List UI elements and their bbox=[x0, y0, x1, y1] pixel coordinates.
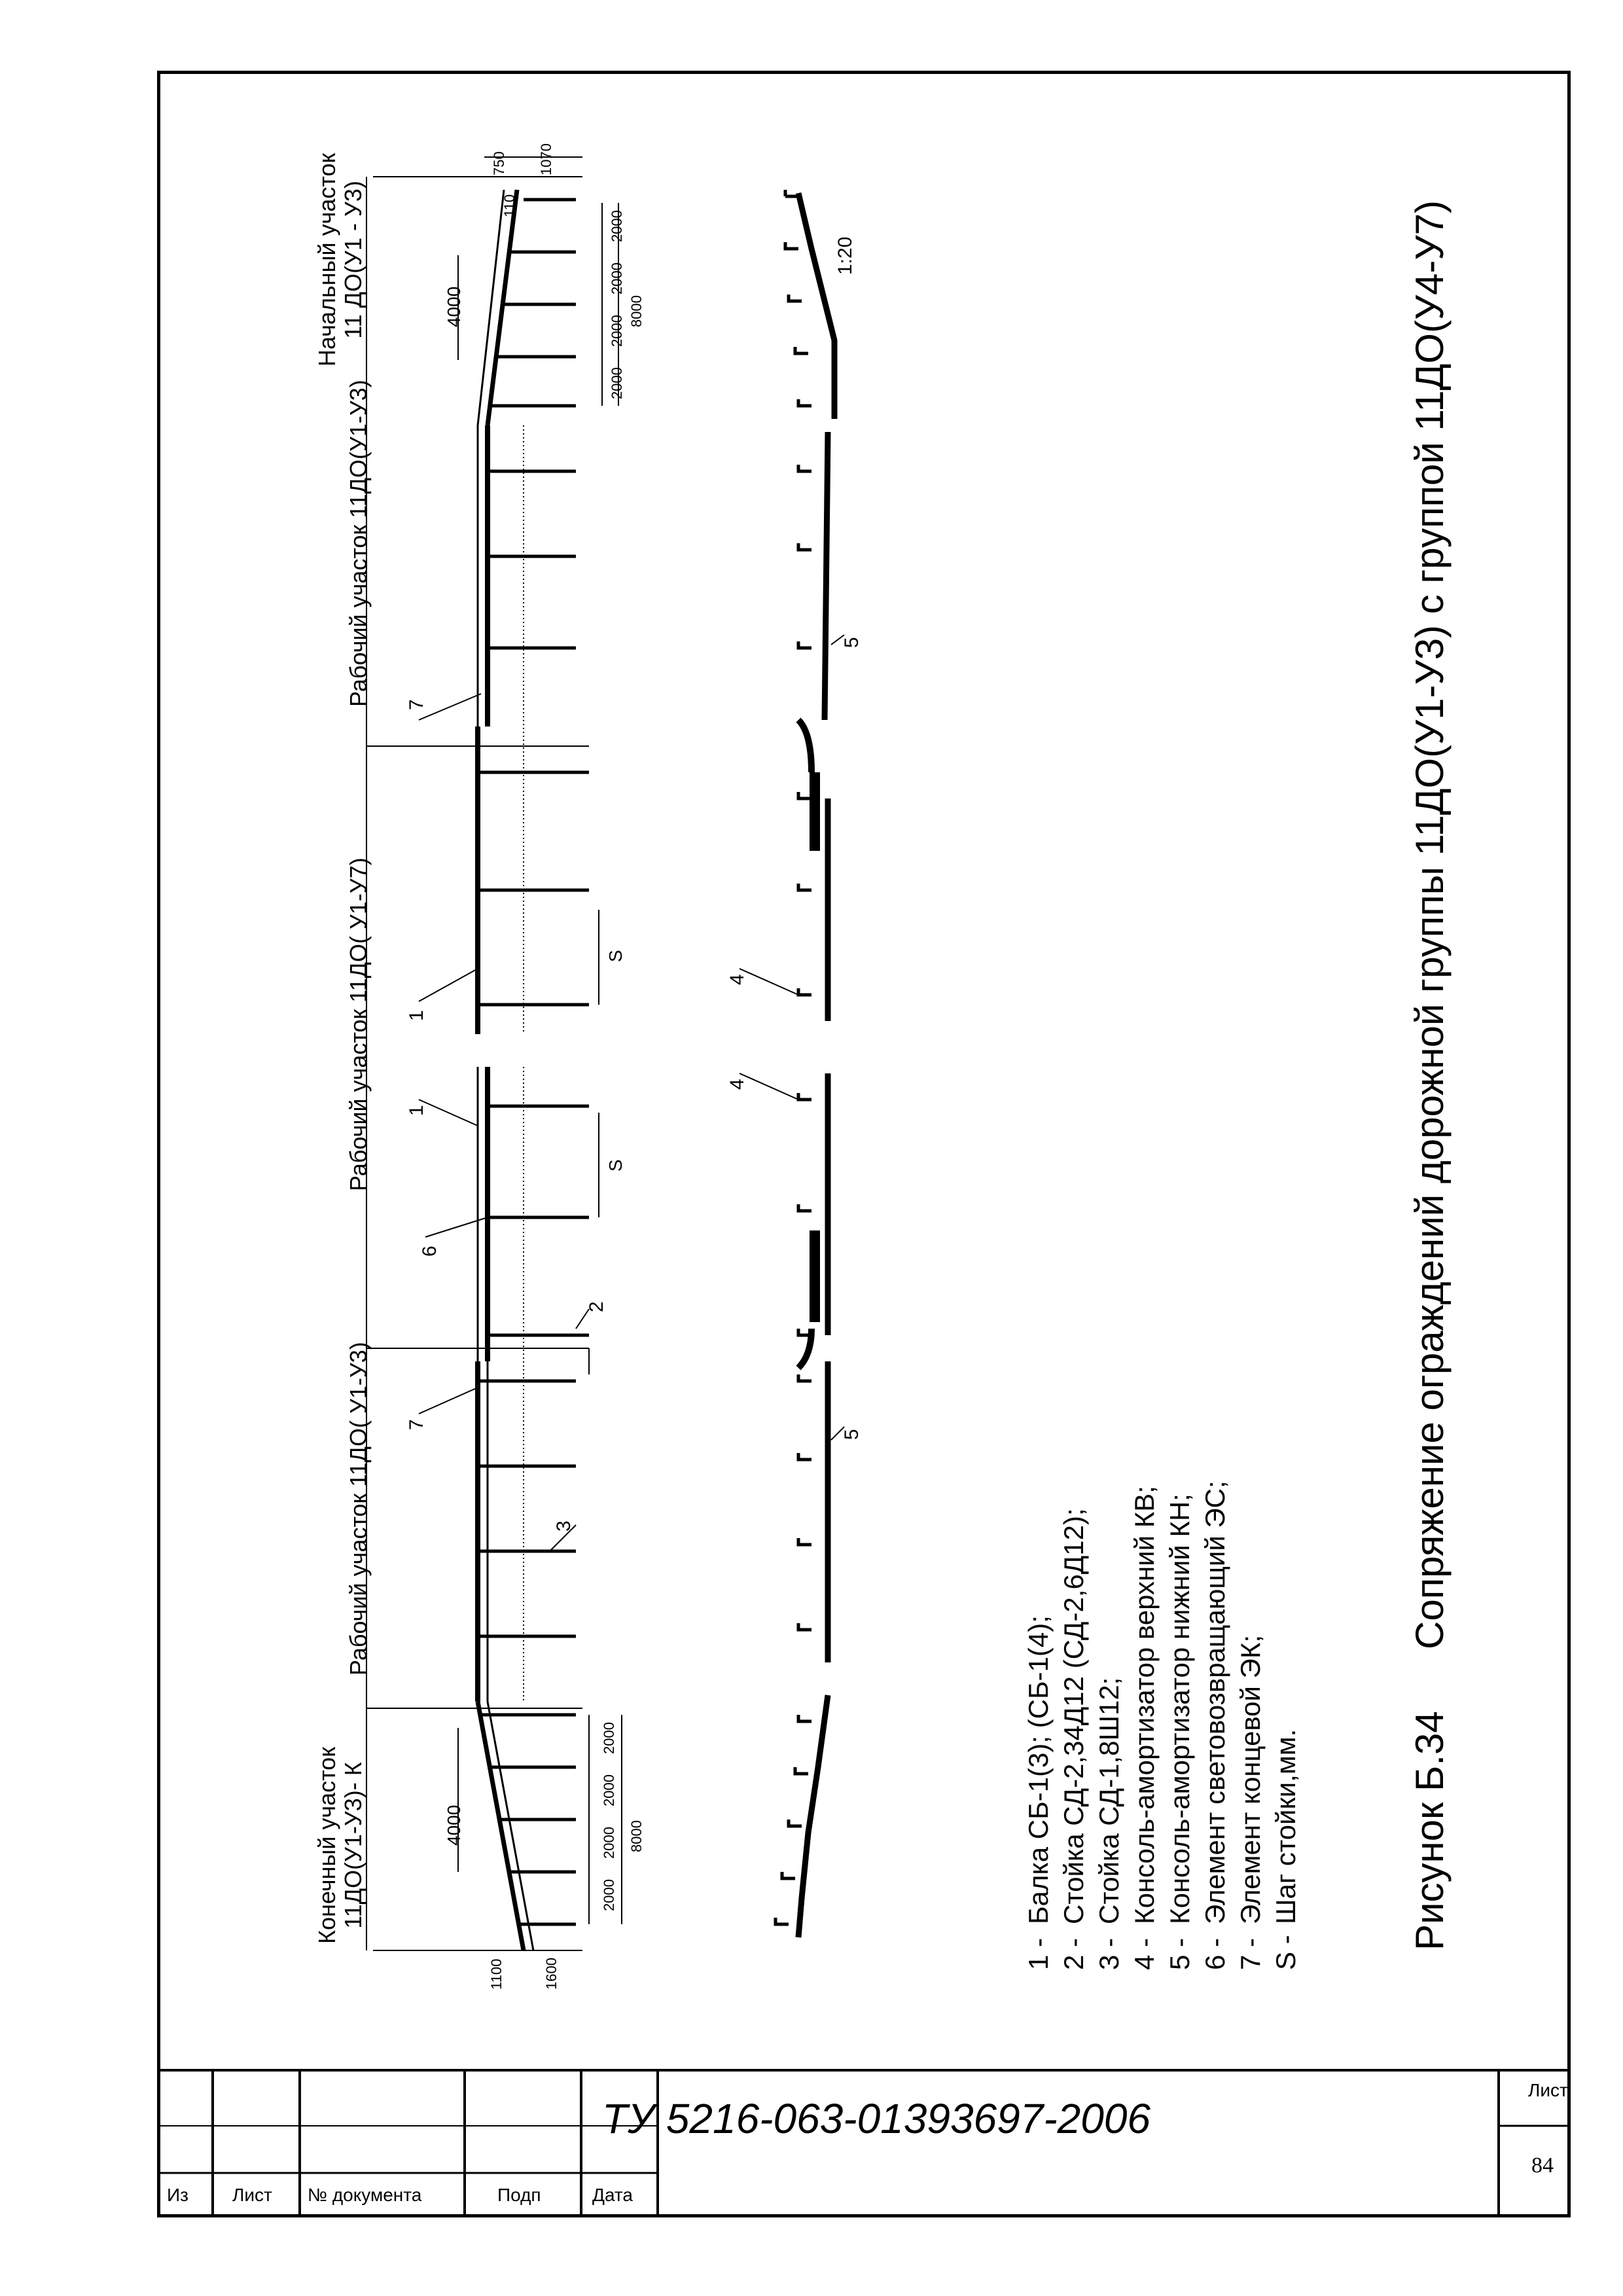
dim-1070: 1070 bbox=[538, 143, 554, 175]
callout-1a: 1 bbox=[406, 1010, 427, 1021]
sheet-number: 84 bbox=[1531, 2153, 1554, 2178]
dim-8000-bottom: 8000 bbox=[628, 1820, 645, 1852]
callout-6: 6 bbox=[419, 1246, 440, 1257]
sheet-label: Лист bbox=[1528, 2080, 1568, 2100]
tb-header-data: Дата bbox=[592, 2185, 633, 2205]
legend-item: 3 - Стойка СД-1,8Ш12; bbox=[1094, 1677, 1124, 1970]
tb-header-doc: № документа bbox=[308, 2185, 422, 2205]
legend-item: S - Шаг стойки,мм. bbox=[1270, 1729, 1301, 1970]
callout-7b: 7 bbox=[406, 1419, 427, 1430]
dim-2000-top-c: 2000 bbox=[609, 315, 625, 347]
dim-4000-top: 4000 bbox=[444, 286, 464, 327]
section-work2-label: Рабочий участок 11ДО( У1-У3) bbox=[345, 1342, 372, 1676]
tb-header-podp: Подп bbox=[497, 2185, 541, 2205]
legend-item: 2 - Стойка СД-2,34Д12 (СД-2,6Д12); bbox=[1058, 1508, 1089, 1970]
section-work-mid-label: Рабочий участок 11ДО( У1-У7) bbox=[345, 857, 372, 1191]
dim-2000-bottom-b: 2000 bbox=[601, 1774, 617, 1806]
section-work1-label: Рабочий участок 11ДО(У1-У3) bbox=[345, 380, 372, 707]
dim-1100: 1100 bbox=[488, 1958, 505, 1990]
legend-item: 7 - Элемент концевой ЭК; bbox=[1235, 1635, 1266, 1970]
section-start-label: Начальный участок 11 ДО(У1 - У3) bbox=[313, 152, 366, 367]
legend-item: 5 - Консоль-амортизатор нижний КН; bbox=[1164, 1494, 1195, 1970]
figure-number: Рисунок Б.34 bbox=[1408, 1711, 1452, 1950]
step-s-2: S bbox=[605, 1159, 626, 1172]
legend-item: 6 - Элемент световозвращающий ЭС; bbox=[1200, 1480, 1230, 1970]
dim-110: 110 bbox=[501, 194, 518, 217]
dim-8000-top: 8000 bbox=[628, 295, 645, 327]
dim-2000-bottom-a: 2000 bbox=[601, 1722, 617, 1754]
callout-3: 3 bbox=[553, 1520, 575, 1532]
callout-2: 2 bbox=[586, 1301, 607, 1312]
dim-1600: 1600 bbox=[543, 1958, 560, 1990]
section-end-label: Конечный участок 11ДО(У1-У3)- К bbox=[313, 1747, 366, 1944]
callout-7a: 7 bbox=[406, 699, 427, 710]
document-code: ТУ 5216-063-01393697-2006 bbox=[602, 2095, 1150, 2142]
callout-5a: 5 bbox=[841, 637, 863, 648]
dim-4000-bottom: 4000 bbox=[444, 1804, 464, 1846]
dim-2000-top-d: 2000 bbox=[609, 367, 625, 399]
figure-title: Сопряжение ограждений дорожной группы 11ДО(У1-У3) с группой 11ДО(У4-У7) bbox=[1408, 200, 1452, 1649]
tb-header-list: Лист bbox=[232, 2185, 272, 2205]
callout-1b: 1 bbox=[406, 1105, 427, 1116]
dim-2000-bottom-c: 2000 bbox=[601, 1827, 617, 1859]
slope-label: 1:20 bbox=[834, 236, 856, 275]
step-s-1: S bbox=[605, 950, 626, 962]
callout-5b: 5 bbox=[841, 1429, 863, 1440]
dim-2000-top-a: 2000 bbox=[609, 210, 625, 242]
dim-2000-bottom-d: 2000 bbox=[601, 1879, 617, 1911]
callout-4a: 4 bbox=[726, 974, 748, 985]
dim-2000-top-b: 2000 bbox=[609, 262, 625, 295]
legend-item: 1 - Балка СБ-1(3); (СБ-1(4); bbox=[1023, 1615, 1054, 1970]
tb-header-izm: Из bbox=[167, 2185, 188, 2205]
callout-4b: 4 bbox=[726, 1079, 748, 1090]
dim-750: 750 bbox=[491, 151, 507, 175]
legend-item: 4 - Консоль-амортизатор верхний КВ; bbox=[1129, 1486, 1160, 1970]
